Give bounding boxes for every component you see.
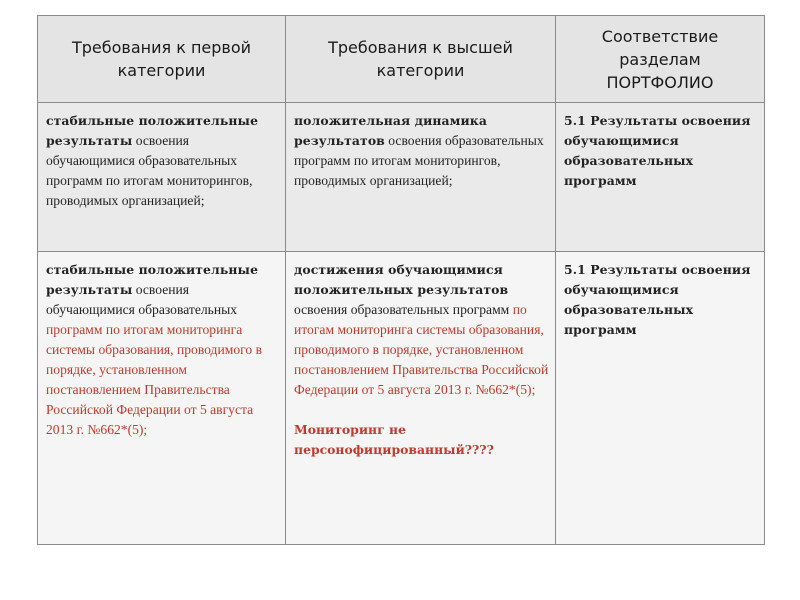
- row1-portfolio-bold: 5.1 Результаты освоения обучающимися образовательных программ: [564, 113, 751, 188]
- row1-portfolio-text: [556, 103, 764, 197]
- row1-highest-category-text: [286, 103, 555, 197]
- row1-first-category-rest: освоения обучающимися образовательных программ по итогам мониторингов, проводимых организацией;: [46, 133, 253, 208]
- row2-first-category-red: программ по итогам мониторинга системы образования, проводимого в порядке, установленном постановлением Правительства Российской Федерации от 5 августа 2013 г. №662*(5);: [46, 322, 262, 437]
- row1-portfolio-cell: [556, 103, 765, 252]
- row1-first-category-bold: стабильные положительные результаты: [46, 113, 259, 148]
- header-highest-category-label: Требования к высшей категории: [328, 38, 513, 80]
- table-header-row: [38, 16, 765, 103]
- row2-portfolio-cell: [556, 252, 765, 545]
- row2-first-category-bold: стабильные положительные результаты: [46, 262, 259, 297]
- row2-first-category-plain: освоения обучающимися образовательных: [46, 282, 238, 317]
- table-row: [38, 103, 765, 252]
- row2-portfolio-text: [556, 252, 764, 346]
- header-portfolio: [556, 16, 765, 103]
- row2-portfolio-bold: 5.1 Результаты освоения обучающимися образовательных программ: [564, 262, 751, 337]
- header-portfolio-label: Соответствие разделам ПОРТФОЛИО: [601, 26, 719, 92]
- row1-highest-category-bold: положительная динамика результатов: [294, 113, 487, 148]
- header-first-category: [38, 16, 286, 103]
- row2-highest-category-cell: [286, 252, 556, 545]
- row1-highest-category-cell: [286, 103, 556, 252]
- row1-first-category-cell: [38, 103, 286, 252]
- row2-highest-category-red: по итогам мониторинга системы образования, проводимого в порядке, установленном постановлением Правительства Российской Федерации от 5 августа 2013 г. №662*(5);: [294, 302, 549, 397]
- row2-highest-category-plain: освоения образовательных программ: [294, 302, 513, 317]
- requirements-table: [37, 15, 765, 545]
- row2-first-category-cell: [38, 252, 286, 545]
- row2-first-category-text: [38, 252, 285, 446]
- row1-first-category-text: [38, 103, 285, 217]
- row2-highest-category-bold: достижения обучающимися положительных результатов: [294, 262, 509, 297]
- header-highest-category: [286, 16, 556, 103]
- row1-highest-category-rest: освоения образовательных программ по итогам мониторингов, проводимых организацией;: [294, 133, 544, 188]
- monitoring-note: Мониторинг не персонофицированный????: [294, 422, 494, 457]
- table-row: [38, 252, 765, 545]
- header-first-category-label: Требования к первой категории: [71, 38, 252, 80]
- row2-highest-category-text: [286, 252, 555, 466]
